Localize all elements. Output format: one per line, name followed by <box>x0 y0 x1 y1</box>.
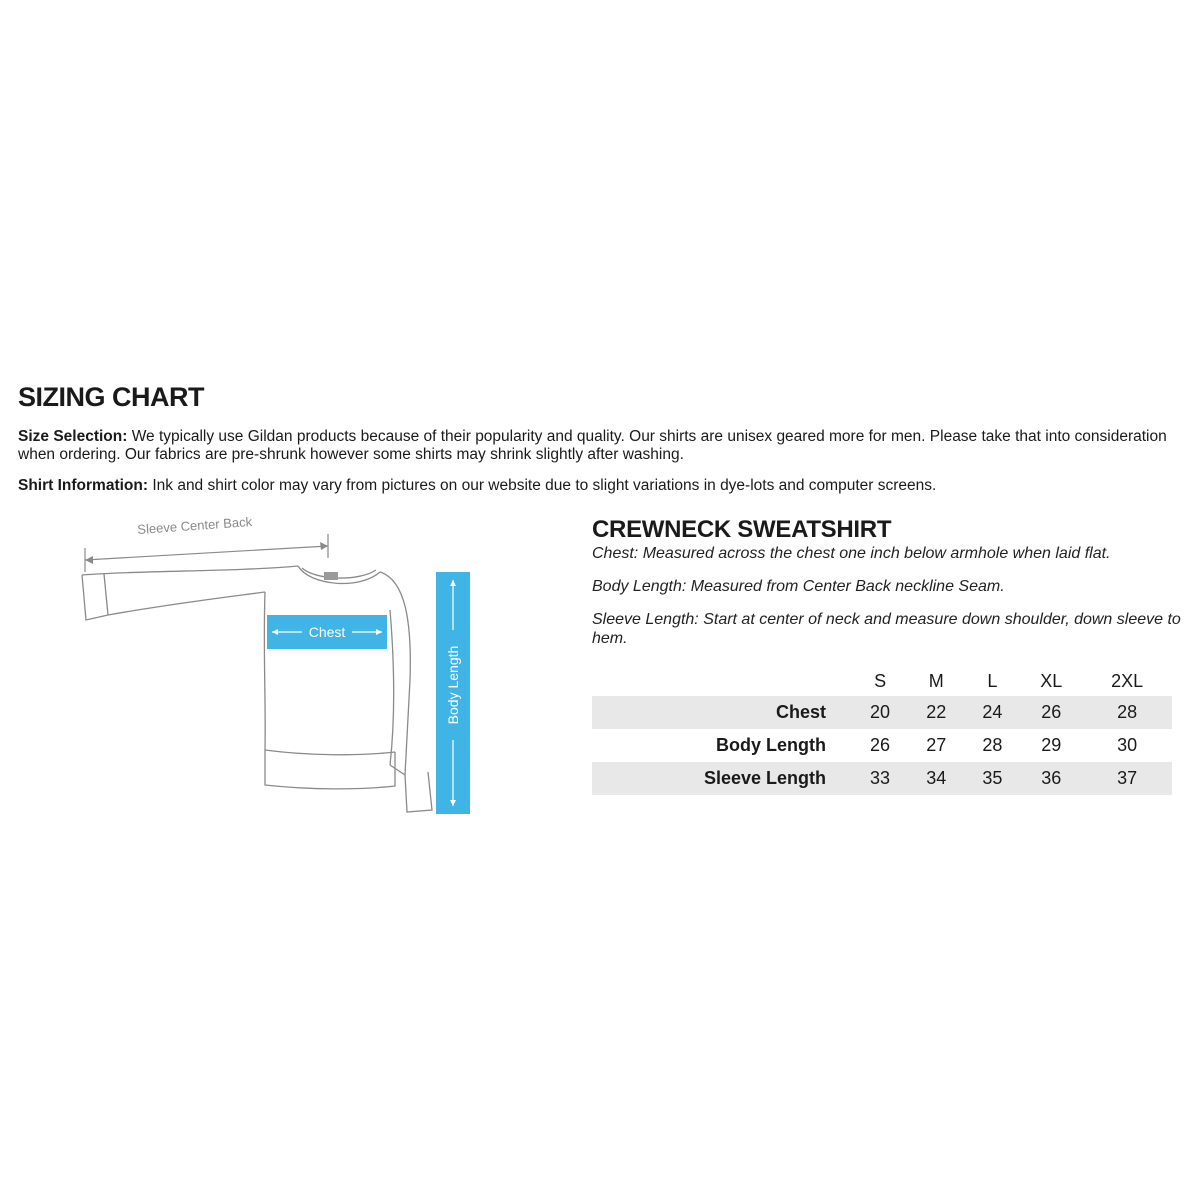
table-cell: 28 <box>982 735 1003 755</box>
neck-tag-icon <box>324 572 338 580</box>
size-selection-text: We typically use Gildan products because of their popularity and quality. Our shirts are unisex geared more for men. Please take that into consideration when ordering. Our fabrics are pre-shrunk however some shirts may shrink slightly after washing. <box>18 428 1167 463</box>
table-cell: 30 <box>1117 735 1138 755</box>
table-cell: 22 <box>908 696 964 729</box>
row-label: Body Length <box>716 735 826 755</box>
chest-description: Chest: Measured across the chest one inch below armhole when laid flat. <box>592 545 1111 562</box>
sleeve-length-description: Sleeve Length: Start at center of neck and measure down shoulder, down sleeve to hem. <box>592 611 1181 647</box>
body-length-label: Body Length <box>445 645 461 725</box>
table-cell: 27 <box>926 735 947 755</box>
shirt-information-label: Shirt Information: <box>18 477 149 494</box>
table-cell: 20 <box>852 696 908 729</box>
product-title: CREWNECK SWEATSHIRT <box>592 516 892 543</box>
table-cell: 35 <box>964 762 1020 795</box>
table-row <box>592 729 1172 762</box>
table-row <box>592 696 1172 729</box>
size-selection-label: Size Selection: <box>18 428 128 445</box>
size-col-header: M <box>928 670 944 691</box>
size-col-header: S <box>874 670 887 691</box>
table-cell: 34 <box>908 762 964 795</box>
size-header-blank <box>592 666 852 696</box>
table-cell: 26 <box>870 735 891 755</box>
shirt-information-paragraph <box>18 477 1188 495</box>
body-length-description: Body Length: Measured from Center Back neckline Seam. <box>592 578 1005 595</box>
table-cell: 29 <box>1041 735 1062 755</box>
table-cell: 28 <box>1082 696 1172 729</box>
size-col-header: XL <box>1040 670 1063 691</box>
row-label: Chest <box>592 696 852 729</box>
table-cell: 24 <box>964 696 1020 729</box>
sweatshirt-outline-icon <box>82 566 432 812</box>
sleeve-center-back-label: Sleeve Center Back <box>136 514 253 538</box>
size-header-row <box>592 666 1172 696</box>
size-selection-paragraph <box>18 428 1188 464</box>
product-info <box>592 516 1182 648</box>
table-cell: 33 <box>852 762 908 795</box>
table-cell: 36 <box>1020 762 1082 795</box>
page-title: SIZING CHART <box>18 382 204 412</box>
row-label: Sleeve Length <box>592 762 852 795</box>
size-col-header: 2XL <box>1111 670 1144 691</box>
size-table <box>592 666 1172 795</box>
sweatshirt-diagram <box>60 500 500 830</box>
table-row <box>592 762 1172 795</box>
size-col-header: L <box>987 670 998 691</box>
table-cell: 37 <box>1082 762 1172 795</box>
shirt-information-text: Ink and shirt color may vary from pictures on our website due to slight variations in dye-lots and computer screens. <box>148 477 937 494</box>
table-cell: 26 <box>1020 696 1082 729</box>
chest-label: Chest <box>308 624 346 640</box>
